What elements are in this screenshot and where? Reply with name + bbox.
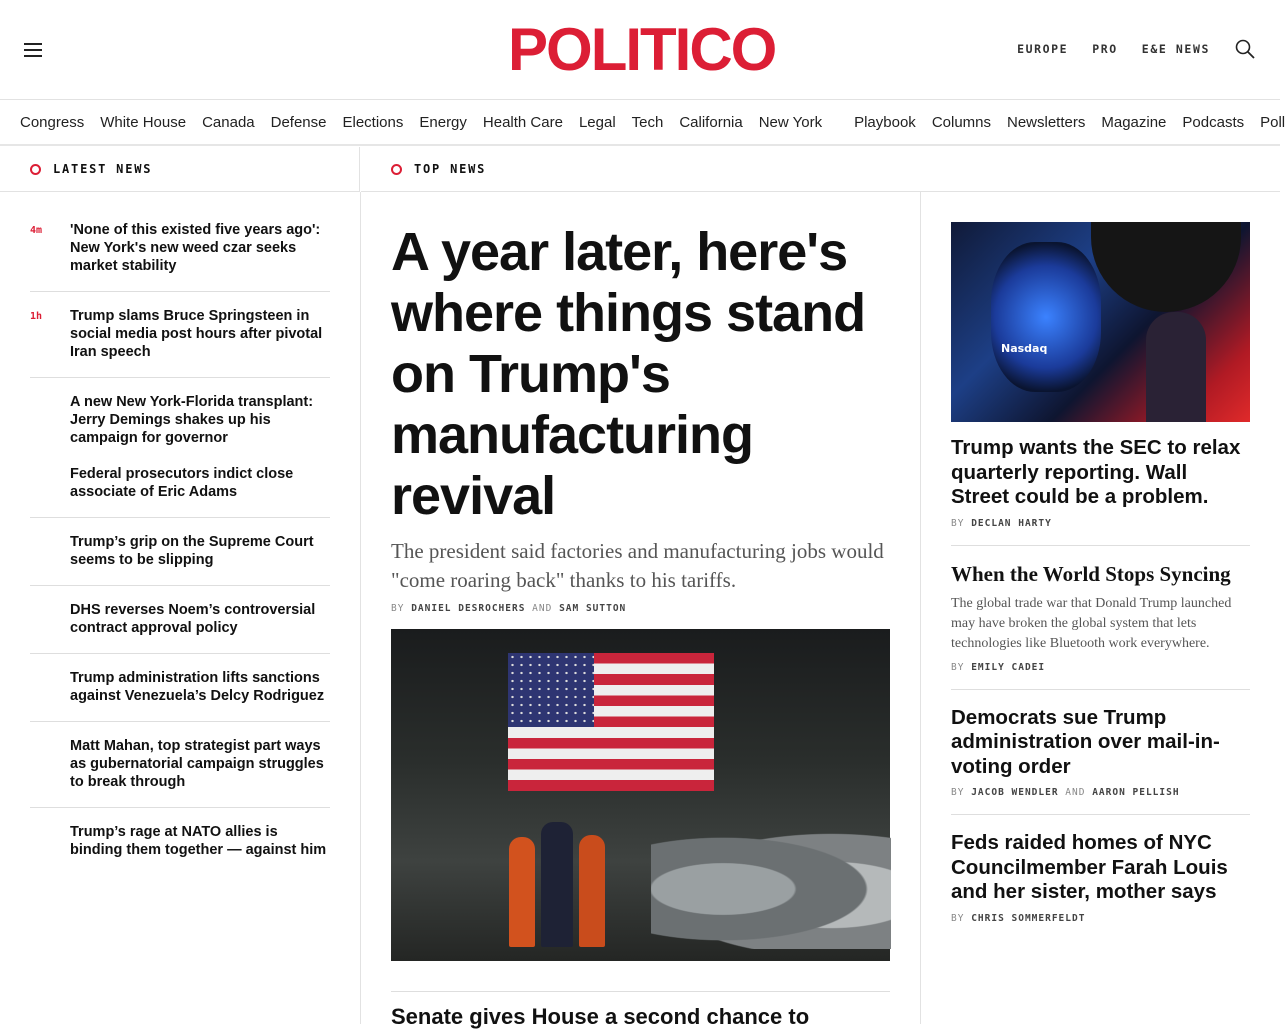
main-dek: The president said factories and manufacturing jobs would "come roaring back" thanks to his tariffs. <box>391 539 884 592</box>
latest-headline[interactable]: Trump administration lifts sanctions against Venezuela’s Delcy Rodriguez <box>70 670 325 704</box>
latest-news-label: LATEST NEWS <box>53 162 153 176</box>
latest-headline[interactable]: Matt Mahan, top strategist part ways as gubernatorial campaign struggles to break through <box>70 738 324 790</box>
section-nav <box>0 101 1285 146</box>
story-card <box>951 831 1250 940</box>
list-item[interactable] <box>30 518 330 586</box>
person-graphic <box>1146 312 1206 422</box>
nav-health-care[interactable]: Health Care <box>482 114 563 131</box>
author-link[interactable]: EMILY CADEI <box>971 661 1046 673</box>
story-card <box>951 436 1250 546</box>
next-story-headline[interactable]: Senate gives House a second chance to <box>391 1004 810 1029</box>
latest-news-list <box>30 206 330 865</box>
top-link-pro[interactable]: PRO <box>1092 42 1118 56</box>
latest-headline[interactable]: Trump’s grip on the Supreme Court seems to be slipping <box>70 534 314 568</box>
byline-by: BY <box>951 517 965 529</box>
list-item[interactable] <box>30 378 330 453</box>
timestamp <box>30 601 70 637</box>
main-story <box>391 222 891 614</box>
author-link[interactable]: DECLAN HARTY <box>971 517 1052 529</box>
author-link[interactable]: DANIEL DESROCHERS <box>411 603 526 614</box>
story-byline <box>951 662 1250 673</box>
main-story-image[interactable] <box>391 629 890 961</box>
story-byline <box>951 913 1250 924</box>
list-item[interactable] <box>30 654 330 722</box>
story-headline[interactable]: Democrats sue Trump administration over mail-in-voting order <box>951 705 1220 778</box>
latest-news-header <box>0 147 360 192</box>
list-item[interactable] <box>30 453 330 518</box>
people-graphic <box>509 807 629 947</box>
top-link-europe[interactable]: EUROPE <box>1017 42 1069 56</box>
story-blurb: The global trade war that Donald Trump launched may have broken the global system that lets technologies like Bluetooth work everywhere. <box>951 595 1232 651</box>
timestamp <box>30 533 70 569</box>
top-link-ee-news[interactable]: E&E NEWS <box>1141 42 1210 56</box>
list-item[interactable] <box>30 722 330 808</box>
nav-magazine[interactable]: Magazine <box>1101 114 1167 131</box>
nav-podcasts[interactable]: Podcasts <box>1182 114 1245 131</box>
timestamp <box>30 823 70 859</box>
billboard-graphic <box>991 242 1101 392</box>
umbrella-graphic <box>1091 222 1241 312</box>
byline-by: BY <box>951 912 965 924</box>
story-divider <box>391 991 890 992</box>
latest-headline[interactable]: Trump’s rage at NATO allies is binding them together — against him <box>70 824 327 858</box>
author-link[interactable]: JACOB WENDLER <box>971 787 1059 798</box>
nav-tech[interactable]: Tech <box>631 114 664 131</box>
latest-headline[interactable]: Federal prosecutors indict close associate of Eric Adams <box>70 466 294 500</box>
list-item[interactable] <box>30 292 330 378</box>
site-header <box>0 0 1280 100</box>
search-icon[interactable] <box>1234 38 1256 60</box>
timestamp <box>30 393 70 447</box>
timestamp <box>30 669 70 705</box>
nav-polls[interactable]: Poll <box>1260 114 1285 131</box>
author-link[interactable]: SAM SUTTON <box>559 603 627 614</box>
byline-by: BY <box>391 603 405 614</box>
nav-new-york[interactable]: New York <box>758 114 823 131</box>
timestamp <box>30 737 70 791</box>
byline-and: AND <box>532 603 553 614</box>
top-news-label: TOP NEWS <box>414 162 487 176</box>
byline-and: AND <box>1065 787 1086 798</box>
nav-california[interactable]: California <box>679 114 743 131</box>
column-divider <box>360 192 361 1024</box>
main-byline <box>391 603 891 614</box>
nav-playbook[interactable]: Playbook <box>854 114 916 131</box>
latest-headline[interactable]: Trump slams Bruce Springsteen in social media post hours after pivotal Iran speech <box>70 308 323 360</box>
live-dot-icon <box>391 164 402 175</box>
sec-story-image[interactable] <box>951 222 1250 422</box>
top-links <box>1017 42 1210 56</box>
story-byline <box>951 518 1250 529</box>
byline-by: BY <box>951 661 965 673</box>
timestamp: 4m <box>30 225 43 236</box>
story-headline[interactable]: Trump wants the SEC to relax quarterly reporting. Wall Street could be a problem. <box>951 436 1241 508</box>
story-card <box>951 706 1250 816</box>
nav-white-house[interactable]: White House <box>100 114 187 131</box>
nav-energy[interactable]: Energy <box>419 114 467 131</box>
timestamp <box>30 465 70 501</box>
nav-newsletters[interactable]: Newsletters <box>1007 114 1086 131</box>
nav-columns[interactable]: Columns <box>931 114 991 131</box>
timestamp: 1h <box>30 311 43 322</box>
column-divider <box>920 192 921 1024</box>
author-link[interactable]: AARON PELLISH <box>1092 787 1180 798</box>
nasdaq-sign: Nasdaq <box>1001 342 1048 355</box>
top-news-header <box>361 147 1280 192</box>
byline-by: BY <box>951 787 965 798</box>
secondary-stories <box>951 222 1250 940</box>
nav-congress[interactable]: Congress <box>20 114 85 131</box>
latest-headline[interactable]: DHS reverses Noem’s controversial contract approval policy <box>70 602 316 636</box>
list-item[interactable] <box>30 206 330 292</box>
nav-canada[interactable]: Canada <box>202 114 255 131</box>
menu-icon[interactable] <box>24 43 42 57</box>
list-item[interactable] <box>30 586 330 654</box>
politico-logo[interactable]: POLITICO <box>508 16 776 83</box>
author-link[interactable]: CHRIS SOMMERFELDT <box>971 912 1086 924</box>
story-headline[interactable]: Feds raided homes of NYC Councilmember Farah Louis and her sister, mother says <box>951 831 1228 903</box>
story-card <box>951 562 1250 690</box>
steel-rolls-graphic <box>651 829 891 949</box>
nav-legal[interactable]: Legal <box>578 114 616 131</box>
nav-elections[interactable]: Elections <box>342 114 404 131</box>
latest-headline[interactable]: A new New York-Florida transplant: Jerry Demings shakes up his campaign for governor <box>70 394 314 446</box>
nav-defense[interactable]: Defense <box>270 114 327 131</box>
story-headline[interactable]: When the World Stops Syncing <box>951 561 1231 586</box>
latest-headline[interactable]: 'None of this existed five years ago': New York's new weed czar seeks market stability <box>70 222 321 274</box>
live-dot-icon <box>30 164 41 175</box>
flag-graphic <box>508 653 714 791</box>
list-item[interactable] <box>30 808 330 865</box>
main-headline[interactable]: A year later, here's where things stand on Trump's manufacturing revival <box>391 222 866 526</box>
story-byline <box>951 787 1250 798</box>
